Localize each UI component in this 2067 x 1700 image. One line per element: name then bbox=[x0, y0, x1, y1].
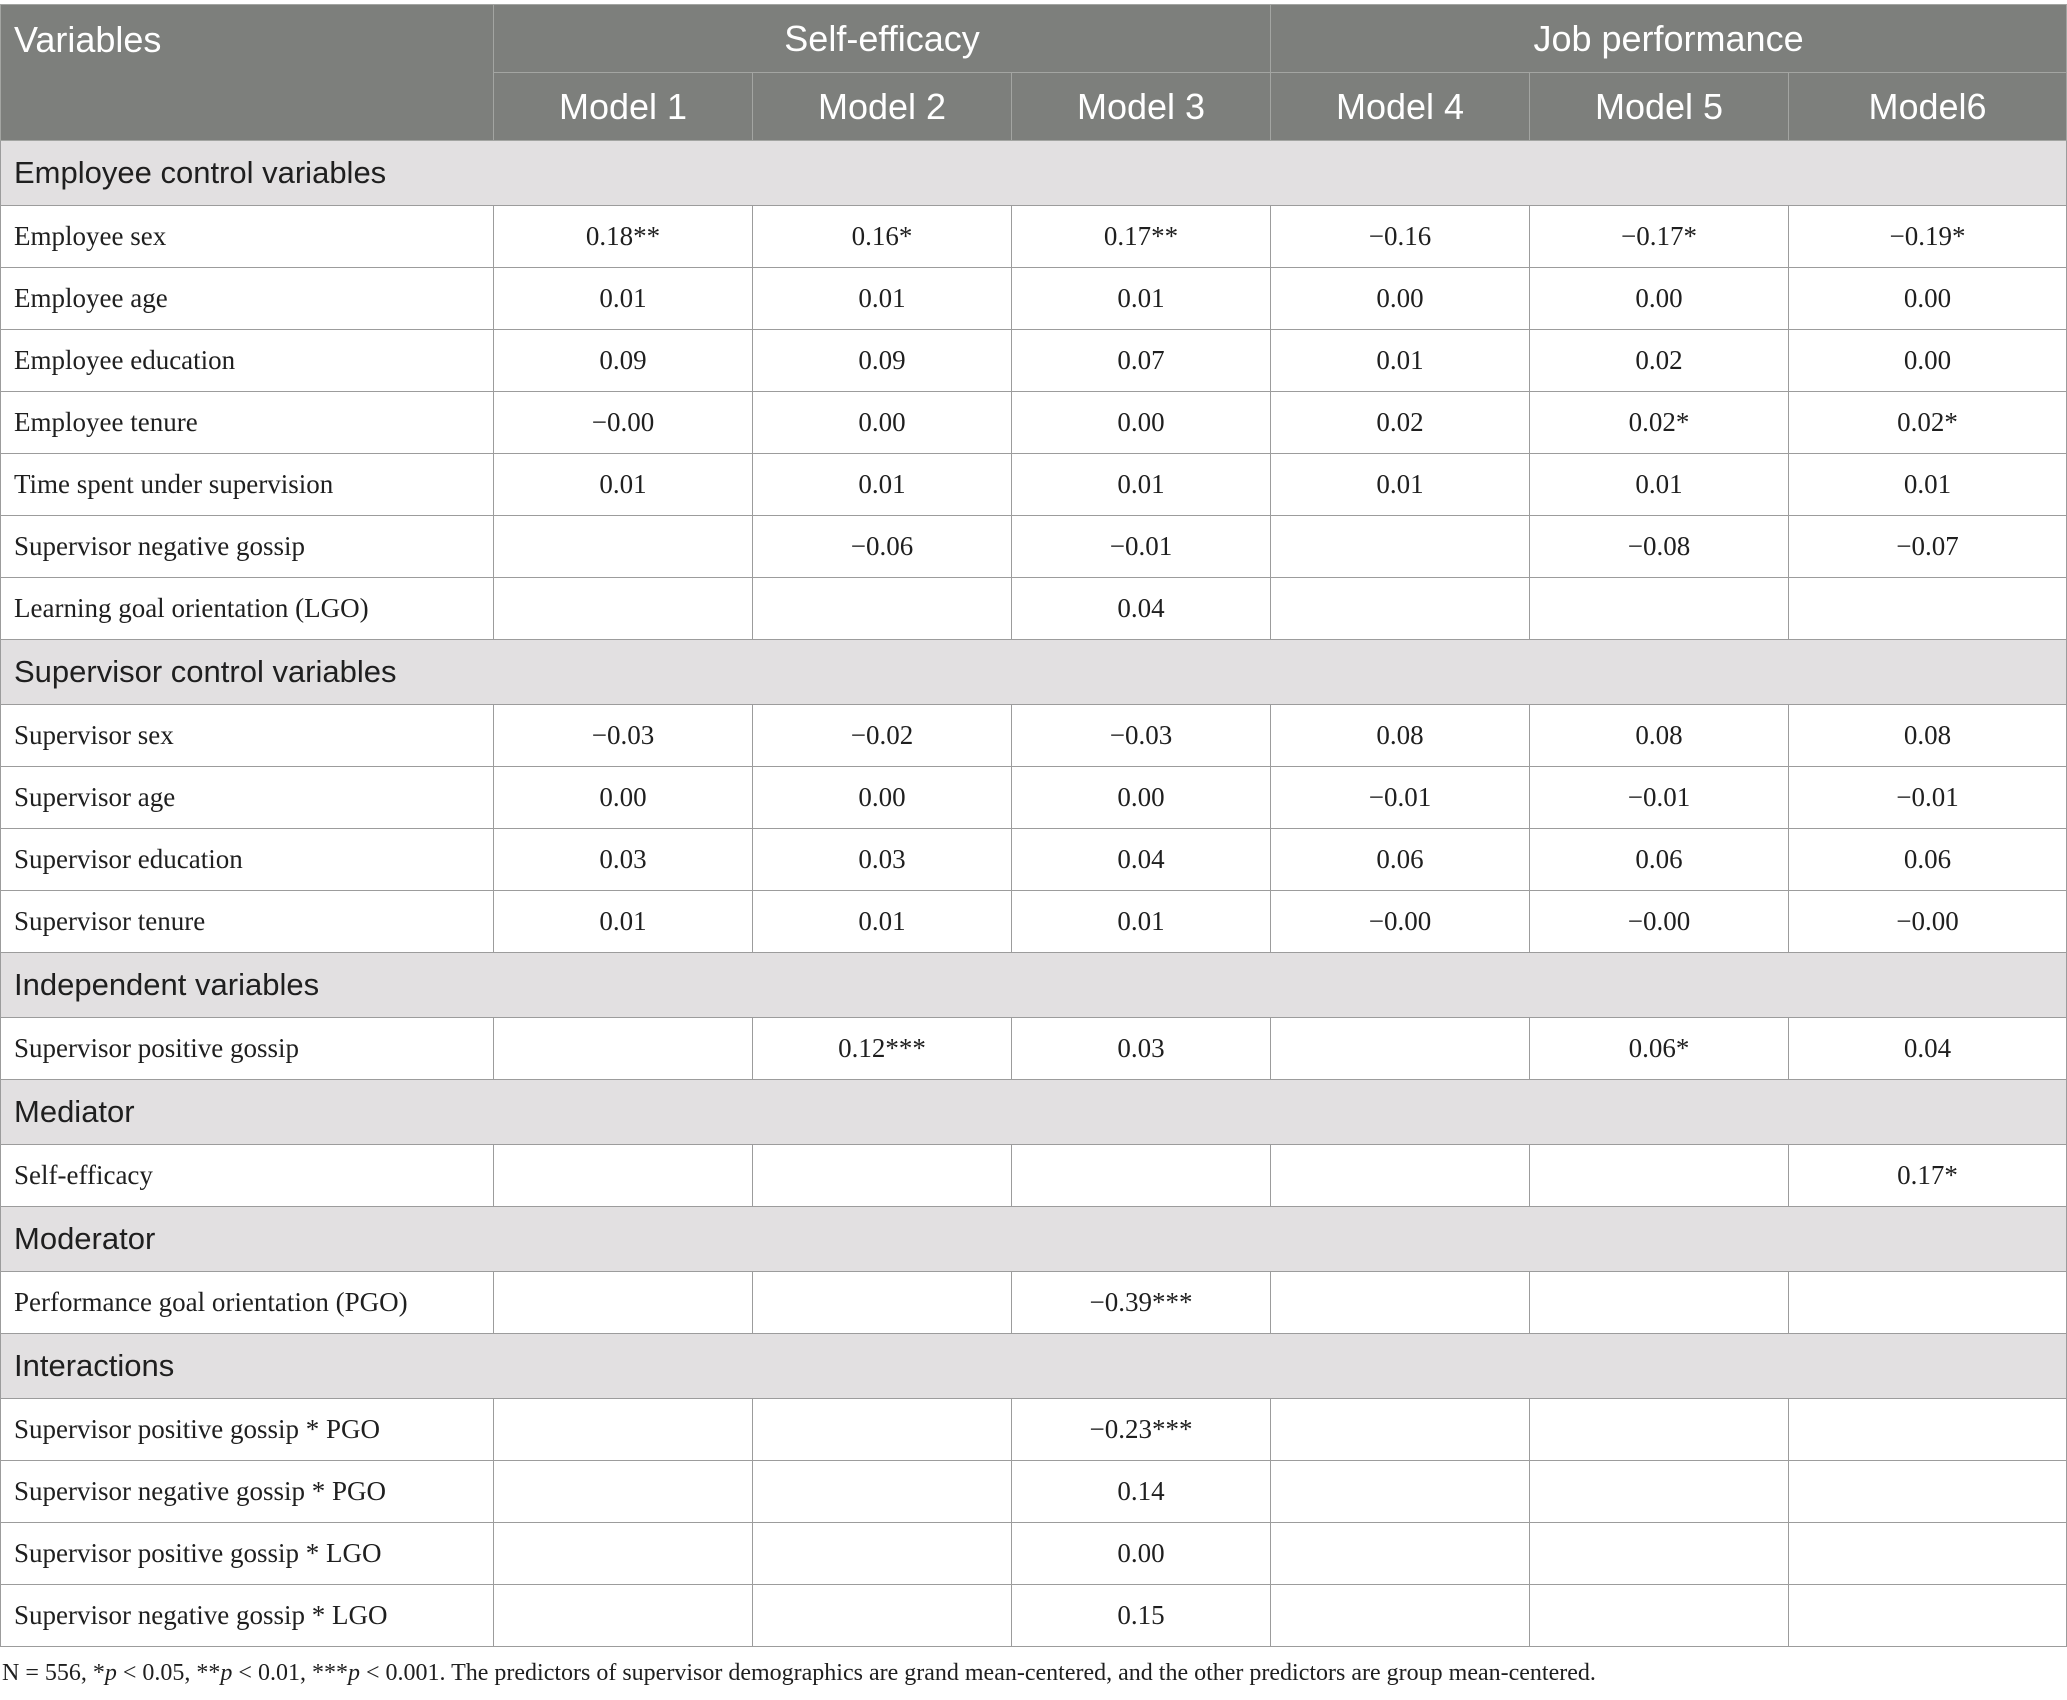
coefficient-cell bbox=[494, 1461, 753, 1523]
table-row bbox=[1, 1145, 2067, 1207]
model-header: Model 3 bbox=[1012, 73, 1271, 141]
coefficient-cell bbox=[1271, 578, 1530, 640]
coefficient-cell: 0.04 bbox=[1012, 829, 1271, 891]
table-row bbox=[1, 206, 2067, 268]
coefficient-cell: −0.02 bbox=[753, 705, 1012, 767]
section-title: Moderator bbox=[1, 1207, 2067, 1272]
footnote-p-symbol: p bbox=[104, 1660, 117, 1686]
table-row bbox=[1, 1523, 2067, 1585]
coefficient-cell: 0.08 bbox=[1530, 705, 1789, 767]
footnote-text: N = 556, * bbox=[2, 1660, 105, 1686]
coefficient-cell: −0.01 bbox=[1271, 767, 1530, 829]
coefficient-cell: −0.00 bbox=[1271, 891, 1530, 953]
coefficient-cell: 0.01 bbox=[1271, 330, 1530, 392]
coefficient-cell bbox=[1271, 1399, 1530, 1461]
coefficient-cell bbox=[1789, 1523, 2067, 1585]
footnote-text: < 0.01, *** bbox=[232, 1660, 348, 1686]
coefficient-cell: 0.17** bbox=[1012, 206, 1271, 268]
row-label: Supervisor education bbox=[1, 829, 494, 891]
coefficient-cell: 0.01 bbox=[494, 891, 753, 953]
header-group-row bbox=[1, 5, 2067, 73]
coefficient-cell bbox=[1789, 1585, 2067, 1647]
table-row bbox=[1, 767, 2067, 829]
coefficient-cell bbox=[1530, 1461, 1789, 1523]
coefficient-cell: 0.02* bbox=[1530, 392, 1789, 454]
row-label: Supervisor negative gossip * LGO bbox=[1, 1585, 494, 1647]
coefficient-cell: 0.12*** bbox=[753, 1018, 1012, 1080]
regression-results-table bbox=[0, 4, 2067, 1647]
coefficient-cell bbox=[1271, 1585, 1530, 1647]
coefficient-cell: 0.00 bbox=[1271, 268, 1530, 330]
coefficient-cell: −0.03 bbox=[1012, 705, 1271, 767]
row-label: Time spent under supervision bbox=[1, 454, 494, 516]
table-row bbox=[1, 829, 2067, 891]
row-label: Employee sex bbox=[1, 206, 494, 268]
coefficient-cell: 0.01 bbox=[1012, 891, 1271, 953]
coefficient-cell: 0.17* bbox=[1789, 1145, 2067, 1207]
coefficient-cell bbox=[753, 1145, 1012, 1207]
coefficient-cell: 0.00 bbox=[494, 767, 753, 829]
coefficient-cell: 0.01 bbox=[753, 454, 1012, 516]
row-label: Supervisor negative gossip * PGO bbox=[1, 1461, 494, 1523]
coefficient-cell: −0.00 bbox=[1789, 891, 2067, 953]
model-header: Model 5 bbox=[1530, 73, 1789, 141]
coefficient-cell: 0.06 bbox=[1271, 829, 1530, 891]
section-header-row bbox=[1, 141, 2067, 206]
coefficient-cell: 0.00 bbox=[753, 392, 1012, 454]
coefficient-cell: 0.14 bbox=[1012, 1461, 1271, 1523]
footnote-p-symbol: p bbox=[220, 1660, 233, 1686]
coefficient-cell bbox=[753, 1461, 1012, 1523]
coefficient-cell: 0.00 bbox=[1012, 767, 1271, 829]
coefficient-cell: 0.01 bbox=[753, 268, 1012, 330]
coefficient-cell: 0.04 bbox=[1789, 1018, 2067, 1080]
coefficient-cell: 0.00 bbox=[1012, 1523, 1271, 1585]
table-body bbox=[1, 141, 2067, 1647]
coefficient-cell bbox=[1789, 1272, 2067, 1334]
coefficient-cell: −0.07 bbox=[1789, 516, 2067, 578]
coefficient-cell bbox=[1271, 1018, 1530, 1080]
row-label: Performance goal orientation (PGO) bbox=[1, 1272, 494, 1334]
row-label: Employee education bbox=[1, 330, 494, 392]
table-row bbox=[1, 1585, 2067, 1647]
coefficient-cell: 0.04 bbox=[1012, 578, 1271, 640]
regression-table-container bbox=[0, 4, 2066, 1647]
coefficient-cell: 0.09 bbox=[494, 330, 753, 392]
coefficient-cell bbox=[753, 1399, 1012, 1461]
coefficient-cell bbox=[1530, 1272, 1789, 1334]
coefficient-cell: −0.23*** bbox=[1012, 1399, 1271, 1461]
table-row bbox=[1, 268, 2067, 330]
row-label: Supervisor positive gossip * LGO bbox=[1, 1523, 494, 1585]
section-title: Mediator bbox=[1, 1080, 2067, 1145]
coefficient-cell: 0.00 bbox=[1012, 392, 1271, 454]
table-row bbox=[1, 1272, 2067, 1334]
coefficient-cell: −0.00 bbox=[494, 392, 753, 454]
coefficient-cell: −0.01 bbox=[1530, 767, 1789, 829]
coefficient-cell: −0.01 bbox=[1789, 767, 2067, 829]
table-row bbox=[1, 705, 2067, 767]
coefficient-cell: 0.01 bbox=[1271, 454, 1530, 516]
footnote-p-symbol: p bbox=[347, 1660, 360, 1686]
coefficient-cell: −0.08 bbox=[1530, 516, 1789, 578]
coefficient-cell bbox=[1530, 1523, 1789, 1585]
coefficient-cell: 0.00 bbox=[1789, 268, 2067, 330]
coefficient-cell: −0.16 bbox=[1271, 206, 1530, 268]
coefficient-cell: 0.00 bbox=[1789, 330, 2067, 392]
row-label: Supervisor negative gossip bbox=[1, 516, 494, 578]
coefficient-cell: 0.00 bbox=[1530, 268, 1789, 330]
coefficient-cell: 0.01 bbox=[1789, 454, 2067, 516]
coefficient-cell bbox=[494, 578, 753, 640]
row-label: Supervisor positive gossip bbox=[1, 1018, 494, 1080]
coefficient-cell bbox=[753, 1272, 1012, 1334]
coefficient-cell: −0.03 bbox=[494, 705, 753, 767]
coefficient-cell: −0.00 bbox=[1530, 891, 1789, 953]
section-header-row bbox=[1, 1207, 2067, 1272]
coefficient-cell: −0.17* bbox=[1530, 206, 1789, 268]
table-row bbox=[1, 1399, 2067, 1461]
coefficient-cell: 0.06 bbox=[1789, 829, 2067, 891]
coefficient-cell: 0.01 bbox=[1012, 454, 1271, 516]
coefficient-cell: −0.19* bbox=[1789, 206, 2067, 268]
coefficient-cell: 0.18** bbox=[494, 206, 753, 268]
section-title: Employee control variables bbox=[1, 141, 2067, 206]
coefficient-cell: 0.08 bbox=[1271, 705, 1530, 767]
coefficient-cell bbox=[1271, 1145, 1530, 1207]
row-label: Learning goal orientation (LGO) bbox=[1, 578, 494, 640]
section-header-row bbox=[1, 1080, 2067, 1145]
coefficient-cell bbox=[494, 1399, 753, 1461]
table-row bbox=[1, 454, 2067, 516]
coefficient-cell bbox=[1530, 1585, 1789, 1647]
group-header-job-performance: Job performance bbox=[1271, 5, 2067, 73]
coefficient-cell bbox=[1271, 516, 1530, 578]
coefficient-cell bbox=[1530, 578, 1789, 640]
row-label: Self-efficacy bbox=[1, 1145, 494, 1207]
table-row bbox=[1, 1461, 2067, 1523]
coefficient-cell bbox=[1012, 1145, 1271, 1207]
coefficient-cell bbox=[1530, 1399, 1789, 1461]
coefficient-cell bbox=[494, 1272, 753, 1334]
section-header-row bbox=[1, 953, 2067, 1018]
coefficient-cell bbox=[1530, 1145, 1789, 1207]
coefficient-cell: 0.01 bbox=[494, 454, 753, 516]
coefficient-cell: 0.03 bbox=[753, 829, 1012, 891]
coefficient-cell: −0.01 bbox=[1012, 516, 1271, 578]
coefficient-cell bbox=[1789, 1399, 2067, 1461]
coefficient-cell bbox=[1271, 1461, 1530, 1523]
coefficient-cell: 0.02* bbox=[1789, 392, 2067, 454]
table-footnote bbox=[2, 1660, 1596, 1687]
coefficient-cell: 0.02 bbox=[1271, 392, 1530, 454]
table-row bbox=[1, 516, 2067, 578]
row-label: Supervisor tenure bbox=[1, 891, 494, 953]
coefficient-cell: 0.01 bbox=[494, 268, 753, 330]
coefficient-cell: 0.06* bbox=[1530, 1018, 1789, 1080]
coefficient-cell bbox=[753, 1523, 1012, 1585]
coefficient-cell: −0.06 bbox=[753, 516, 1012, 578]
coefficient-cell bbox=[1789, 578, 2067, 640]
coefficient-cell: 0.15 bbox=[1012, 1585, 1271, 1647]
coefficient-cell bbox=[494, 1018, 753, 1080]
coefficient-cell: 0.06 bbox=[1530, 829, 1789, 891]
row-label: Supervisor age bbox=[1, 767, 494, 829]
coefficient-cell: 0.00 bbox=[753, 767, 1012, 829]
table-row bbox=[1, 392, 2067, 454]
row-label: Supervisor positive gossip * PGO bbox=[1, 1399, 494, 1461]
coefficient-cell: −0.39*** bbox=[1012, 1272, 1271, 1334]
table-row bbox=[1, 330, 2067, 392]
coefficient-cell: 0.07 bbox=[1012, 330, 1271, 392]
coefficient-cell bbox=[1789, 1461, 2067, 1523]
coefficient-cell: 0.03 bbox=[494, 829, 753, 891]
coefficient-cell: 0.01 bbox=[1530, 454, 1789, 516]
footnote-text: < 0.05, ** bbox=[116, 1660, 221, 1686]
row-label: Employee age bbox=[1, 268, 494, 330]
coefficient-cell: 0.02 bbox=[1530, 330, 1789, 392]
variables-column-header: Variables bbox=[1, 5, 494, 141]
model-header: Model 1 bbox=[494, 73, 753, 141]
coefficient-cell bbox=[753, 578, 1012, 640]
table-row bbox=[1, 891, 2067, 953]
section-header-row bbox=[1, 1334, 2067, 1399]
section-title: Interactions bbox=[1, 1334, 2067, 1399]
model-header: Model 4 bbox=[1271, 73, 1530, 141]
coefficient-cell bbox=[753, 1585, 1012, 1647]
row-label: Employee tenure bbox=[1, 392, 494, 454]
coefficient-cell bbox=[494, 1585, 753, 1647]
coefficient-cell bbox=[494, 1523, 753, 1585]
table-row bbox=[1, 578, 2067, 640]
coefficient-cell: 0.09 bbox=[753, 330, 1012, 392]
table-row bbox=[1, 1018, 2067, 1080]
section-title: Independent variables bbox=[1, 953, 2067, 1018]
coefficient-cell bbox=[1271, 1523, 1530, 1585]
coefficient-cell: 0.08 bbox=[1789, 705, 2067, 767]
coefficient-cell bbox=[494, 516, 753, 578]
coefficient-cell bbox=[494, 1145, 753, 1207]
coefficient-cell bbox=[1271, 1272, 1530, 1334]
section-header-row bbox=[1, 640, 2067, 705]
model-header: Model6 bbox=[1789, 73, 2067, 141]
row-label: Supervisor sex bbox=[1, 705, 494, 767]
footnote-text: < 0.001. The predictors of supervisor demographics are grand mean-centered, and the other predictors are group mean-centered. bbox=[359, 1660, 1596, 1686]
coefficient-cell: 0.16* bbox=[753, 206, 1012, 268]
coefficient-cell: 0.01 bbox=[753, 891, 1012, 953]
coefficient-cell: 0.03 bbox=[1012, 1018, 1271, 1080]
group-header-self-efficacy: Self-efficacy bbox=[494, 5, 1271, 73]
table-header bbox=[1, 5, 2067, 141]
section-title: Supervisor control variables bbox=[1, 640, 2067, 705]
model-header: Model 2 bbox=[753, 73, 1012, 141]
coefficient-cell: 0.01 bbox=[1012, 268, 1271, 330]
